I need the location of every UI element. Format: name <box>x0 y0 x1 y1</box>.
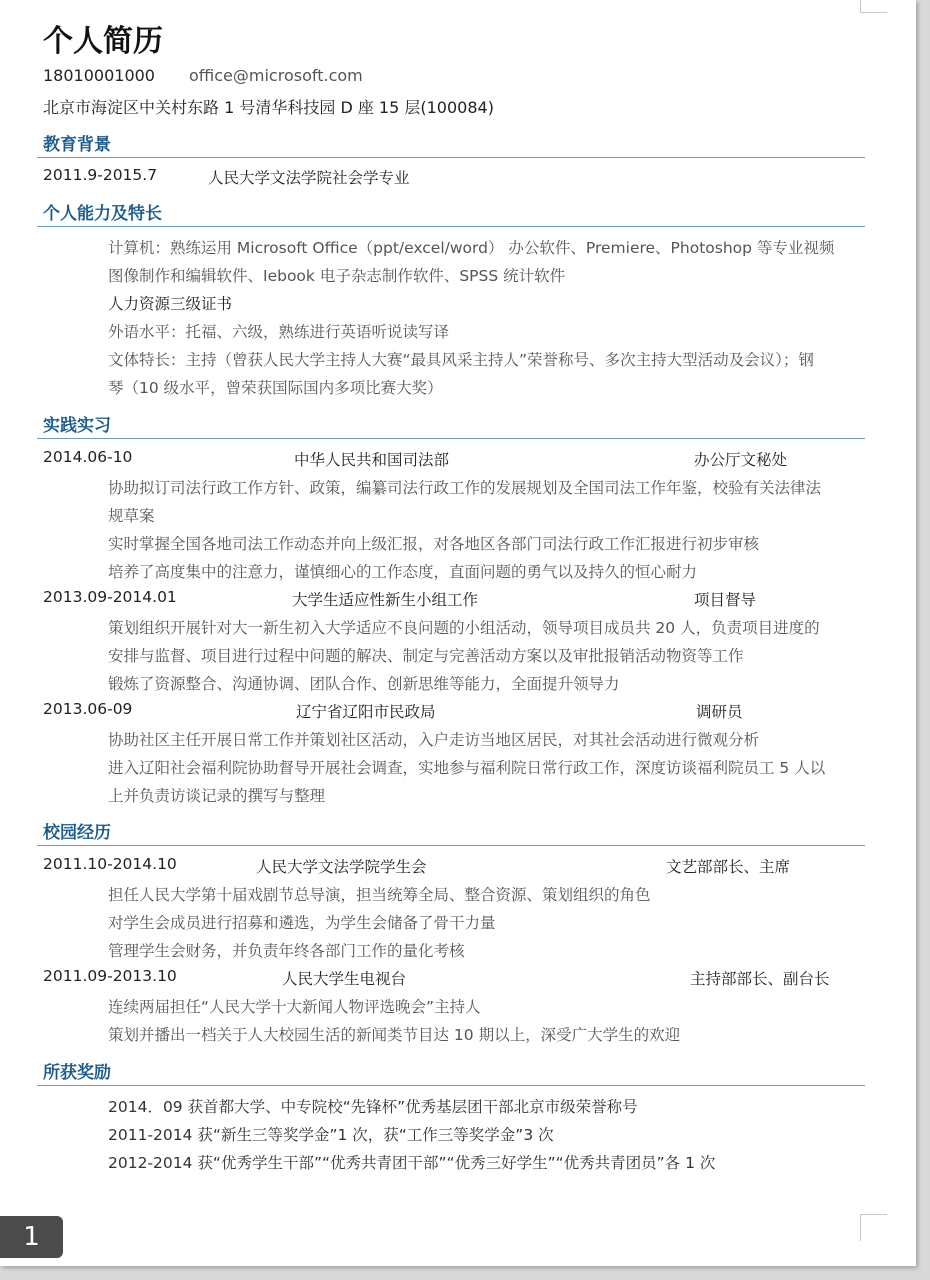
practice-period: 2014.06-10 <box>43 448 133 466</box>
address: 北京市海淀区中关村东路 1 号清华科技园 D 座 15 层(100084) <box>43 98 494 117</box>
practice-org: 中华人民共和国司法部 <box>294 451 450 469</box>
skill-line: 外语水平：托福、六级，熟练进行英语听说读写译 <box>108 323 450 341</box>
practice-detail: 策划组织开展针对大一新生初入大学适应不良问题的小组活动，领导项目成员共 20 人，负责项目进度的 <box>108 619 820 637</box>
section-title-campus: 校园经历 <box>37 821 865 846</box>
section-title-practice: 实践实习 <box>37 414 865 439</box>
campus-org: 人民大学文法学院学生会 <box>256 858 427 876</box>
crop-mark-top-right <box>860 0 887 13</box>
practice-role: 项目督导 <box>694 591 757 609</box>
practice-detail: 协助拟订司法行政工作方针、政策，编纂司法行政工作的发展规划及全国司法工作年鉴，校验有关法律法 <box>108 479 822 497</box>
resume-title: 个人简历 <box>43 24 163 59</box>
practice-role: 办公厅文秘处 <box>694 451 788 469</box>
campus-period: 2011.10-2014.10 <box>43 855 177 873</box>
practice-detail: 培养了高度集中的注意力，谨慎细心的工作态度，直面问题的勇气以及持久的恒心耐力 <box>108 563 698 581</box>
section-title-skills: 个人能力及特长 <box>37 202 865 227</box>
skill-line: 计算机：熟练运用 Microsoft Office（ppt/excel/word） 办公软件、Premiere、Photoshop 等专业视频 <box>108 239 835 257</box>
practice-detail: 规草案 <box>108 507 155 525</box>
section-practice <box>37 414 865 439</box>
campus-org: 人民大学生电视台 <box>282 970 407 988</box>
campus-detail: 连续两届担任“人民大学十大新闻人物评选晚会”主持人 <box>108 998 481 1016</box>
skill-line: 文体特长：主持（曾获人民大学主持人大赛“最具风采主持人”荣誉称号、多次主持大型活动及会议）；钢 <box>108 351 814 369</box>
practice-detail: 协助社区主任开展日常工作并策划社区活动，入户走访当地区居民，对其社会活动进行微观分析 <box>108 731 760 749</box>
section-skills <box>37 202 865 227</box>
skill-line: 琴（10 级水平，曾荣获国际国内多项比赛大奖） <box>108 379 443 397</box>
contact-line <box>43 66 363 85</box>
campus-role: 文艺部部长、主席 <box>666 858 791 876</box>
email-address: office@microsoft.com <box>188 66 363 85</box>
practice-detail: 锻炼了资源整合、沟通协调、团队合作、创新思维等能力，全面提升领导力 <box>108 675 620 693</box>
award-line: 2012-2014 获“优秀学生干部”“优秀共青团干部”“优秀三好学生”“优秀共青团员”各 1 次 <box>108 1154 716 1172</box>
practice-detail: 实时掌握全国各地司法工作动态并向上级汇报，对各地区各部门司法行政工作汇报进行初步审核 <box>108 535 760 553</box>
phone-number: 18010001000 <box>43 66 155 85</box>
page-number-badge[interactable]: 1 <box>0 1216 63 1258</box>
education-period: 2011.9-2015.7 <box>43 166 158 184</box>
education-detail: 人民大学文法学院社会学专业 <box>208 169 410 187</box>
section-campus <box>37 821 865 846</box>
section-education <box>37 133 865 158</box>
skill-line: 图像制作和编辑软件、Iebook 电子杂志制作软件、SPSS 统计软件 <box>108 267 566 285</box>
campus-detail: 担任人民大学第十届戏剧节总导演，担当统筹全局、整合资源、策划组织的角色 <box>108 886 651 904</box>
skill-line: 人力资源三级证书 <box>108 295 233 313</box>
award-line: 2011-2014 获“新生三等奖学金”1 次，获“工作三等奖学金”3 次 <box>108 1126 554 1144</box>
section-title-education: 教育背景 <box>37 133 865 158</box>
practice-period: 2013.06-09 <box>43 700 133 718</box>
practice-org: 大学生适应性新生小组工作 <box>292 591 479 609</box>
practice-period: 2013.09-2014.01 <box>43 588 177 606</box>
practice-org: 辽宁省辽阳市民政局 <box>296 703 436 721</box>
campus-role: 主持部部长、副台长 <box>690 970 830 988</box>
practice-detail: 安排与监督、项目进行过程中问题的解决、制定与完善活动方案以及审批报销活动物资等工作 <box>108 647 744 665</box>
campus-detail: 策划并播出一档关于人大校园生活的新闻类节目达 10 期以上，深受广大学生的欢迎 <box>108 1026 681 1044</box>
practice-role: 调研员 <box>696 703 743 721</box>
practice-detail: 进入辽阳社会福利院协助督导开展社会调查，实地参与福利院日常行政工作，深度访谈福利院员工 5 人以 <box>108 759 826 777</box>
campus-detail: 对学生会成员进行招募和遴选，为学生会储备了骨干力量 <box>108 914 496 932</box>
section-awards <box>37 1061 865 1086</box>
section-title-awards: 所获奖励 <box>37 1061 865 1086</box>
practice-detail: 上并负责访谈记录的撰写与整理 <box>108 787 326 805</box>
campus-period: 2011.09-2013.10 <box>43 967 177 985</box>
campus-detail: 管理学生会财务，并负责年终各部门工作的量化考核 <box>108 942 465 960</box>
award-line: 2014．09 获首都大学、中专院校“先锋杯”优秀基层团干部北京市级荣誉称号 <box>108 1098 638 1116</box>
crop-mark-bottom-right <box>860 1214 887 1241</box>
